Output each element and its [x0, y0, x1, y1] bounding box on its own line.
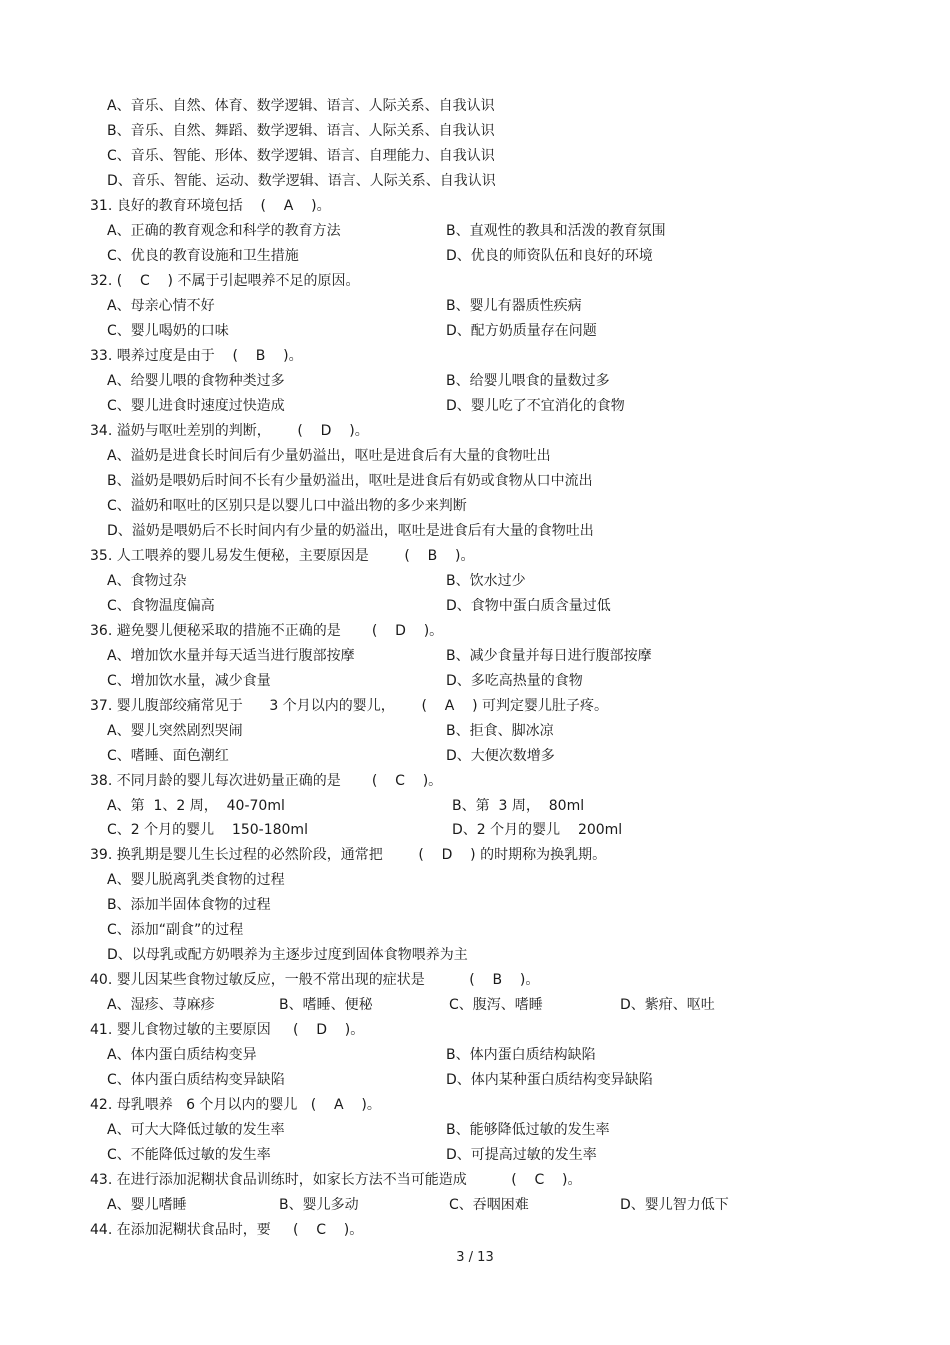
text-line: 34. 溢奶与呕吐差别的判断， ( D )。 — [90, 423, 369, 439]
text-line: 43. 在进行添加泥糊状食品训练时，如家长方法不当可能造成 ( C )。 — [90, 1172, 582, 1188]
text-line: A、婴儿突然剧烈哭闹 — [107, 723, 243, 739]
text-line: D、溢奶是喂奶后不长时间内有少量的奶溢出，呕吐是进食后有大量的食物吐出 — [107, 523, 594, 539]
text-line: C、吞咽困难 — [449, 1197, 529, 1213]
text-line: D、配方奶质量存在问题 — [446, 323, 597, 339]
text-line: A、可大大降低过敏的发生率 — [107, 1122, 285, 1138]
text-line: C、优良的教育设施和卫生措施 — [107, 248, 299, 264]
text-line: C、不能降低过敏的发生率 — [107, 1147, 271, 1163]
text-line: D、大便次数增多 — [446, 748, 555, 764]
text-line: 39. 换乳期是婴儿生长过程的必然阶段，通常把 ( D ) 的时期称为换乳期。 — [90, 847, 607, 863]
text-line: D、婴儿吃了不宜消化的食物 — [446, 398, 625, 414]
text-line: A、食物过杂 — [107, 573, 187, 589]
text-line: B、婴儿有器质性疾病 — [446, 298, 582, 314]
text-line: B、饮水过少 — [446, 573, 526, 589]
text-line: C、腹泻、嗜睡 — [449, 997, 543, 1013]
text-line: B、体内蛋白质结构缺陷 — [446, 1047, 596, 1063]
text-line: B、音乐、自然、舞蹈、数学逻辑、语言、人际关系、自我认识 — [107, 123, 495, 139]
text-line: C、溢奶和呕吐的区别只是以婴儿口中溢出物的多少来判断 — [107, 498, 467, 514]
text-line: 35. 人工喂养的婴儿易发生便秘，主要原因是 ( B )。 — [90, 548, 475, 564]
text-line: C、音乐、智能、形体、数学逻辑、语言、自理能力、自我认识 — [107, 148, 495, 164]
text-line: D、优良的师资队伍和良好的环境 — [446, 248, 653, 264]
text-line: A、正确的教育观念和科学的教育方法 — [107, 223, 341, 239]
text-line: D、音乐、智能、运动、数学逻辑、语言、人际关系、自我认识 — [107, 173, 496, 189]
text-line: C、婴儿进食时速度过快造成 — [107, 398, 285, 414]
text-line: 31. 良好的教育环境包括 ( A )。 — [90, 198, 331, 214]
text-line: 42. 母乳喂养 6 个月以内的婴儿 ( A )。 — [90, 1097, 381, 1113]
text-line: B、能够降低过敏的发生率 — [446, 1122, 610, 1138]
text-line: 44. 在添加泥糊状食品时，要 ( C )。 — [90, 1222, 364, 1238]
text-line: B、溢奶是喂奶后时间不长有少量奶溢出，呕吐是进食后有奶或食物从口中流出 — [107, 473, 593, 489]
text-line: 38. 不同月龄的婴儿每次进奶量正确的是 ( C )。 — [90, 773, 443, 789]
text-line: A、溢奶是进食长时间后有少量奶溢出，呕吐是进食后有大量的食物吐出 — [107, 448, 551, 464]
text-line: C、体内蛋白质结构变异缺陷 — [107, 1072, 285, 1088]
text-line: C、2 个月的婴儿 150-180ml — [107, 822, 308, 838]
text-line: A、湿疹、荨麻疹 — [107, 997, 215, 1013]
text-line: B、减少食量并每日进行腹部按摩 — [446, 648, 652, 664]
text-line: D、可提高过敏的发生率 — [446, 1147, 597, 1163]
text-line: C、嗜睡、面色潮红 — [107, 748, 229, 764]
text-line: 37. 婴儿腹部绞痛常见于 3 个月以内的婴儿， ( A ) 可判定婴儿肚子疼。 — [90, 698, 609, 714]
text-line: A、音乐、自然、体育、数学逻辑、语言、人际关系、自我认识 — [107, 98, 495, 114]
text-line: C、食物温度偏高 — [107, 598, 215, 614]
text-line: C、增加饮水量，减少食量 — [107, 673, 271, 689]
text-line: C、婴儿喝奶的口味 — [107, 323, 229, 339]
text-line: B、添加半固体食物的过程 — [107, 897, 271, 913]
page-number: 3 / 13 — [456, 1250, 494, 1265]
text-line: B、给婴儿喂食的量数过多 — [446, 373, 610, 389]
text-line: 33. 喂养过度是由于 ( B )。 — [90, 348, 303, 364]
text-line: 32. ( C ) 不属于引起喂养不足的原因。 — [90, 273, 360, 289]
text-line: A、母亲心情不好 — [107, 298, 215, 314]
text-line: D、多吃高热量的食物 — [446, 673, 583, 689]
text-line: D、2 个月的婴儿 200ml — [452, 822, 623, 838]
text-line: A、体内蛋白质结构变异 — [107, 1047, 257, 1063]
text-line: D、食物中蛋白质含量过低 — [446, 598, 611, 614]
text-line: D、体内某种蛋白质结构变异缺陷 — [446, 1072, 653, 1088]
text-line: B、直观性的教具和活泼的教育氛围 — [446, 223, 666, 239]
text-line: 40. 婴儿因某些食物过敏反应，一般不常出现的症状是 ( B )。 — [90, 972, 540, 988]
text-line: A、婴儿嗜睡 — [107, 1197, 187, 1213]
text-line: B、第 3 周， 80ml — [452, 798, 585, 814]
text-line: A、给婴儿喂的食物种类过多 — [107, 373, 285, 389]
text-line: A、增加饮水量并每天适当进行腹部按摩 — [107, 648, 355, 664]
text-line: D、以母乳或配方奶喂养为主逐步过度到固体食物喂养为主 — [107, 947, 468, 963]
text-line: B、婴儿多动 — [279, 1197, 359, 1213]
text-line: 36. 避免婴儿便秘采取的措施不正确的是 ( D )。 — [90, 623, 444, 639]
text-line: B、嗜睡、便秘 — [279, 997, 373, 1013]
text-line: A、第 1、2 周， 40-70ml — [107, 798, 285, 814]
text-line: D、紫疳、呕吐 — [620, 997, 715, 1013]
text-line: B、拒食、脚冰凉 — [446, 723, 554, 739]
text-line: C、添加“副食”的过程 — [107, 922, 244, 938]
text-line: 41. 婴儿食物过敏的主要原因 ( D )。 — [90, 1022, 365, 1038]
text-line: D、婴儿智力低下 — [620, 1197, 729, 1213]
text-line: A、婴儿脱离乳类食物的过程 — [107, 872, 285, 888]
